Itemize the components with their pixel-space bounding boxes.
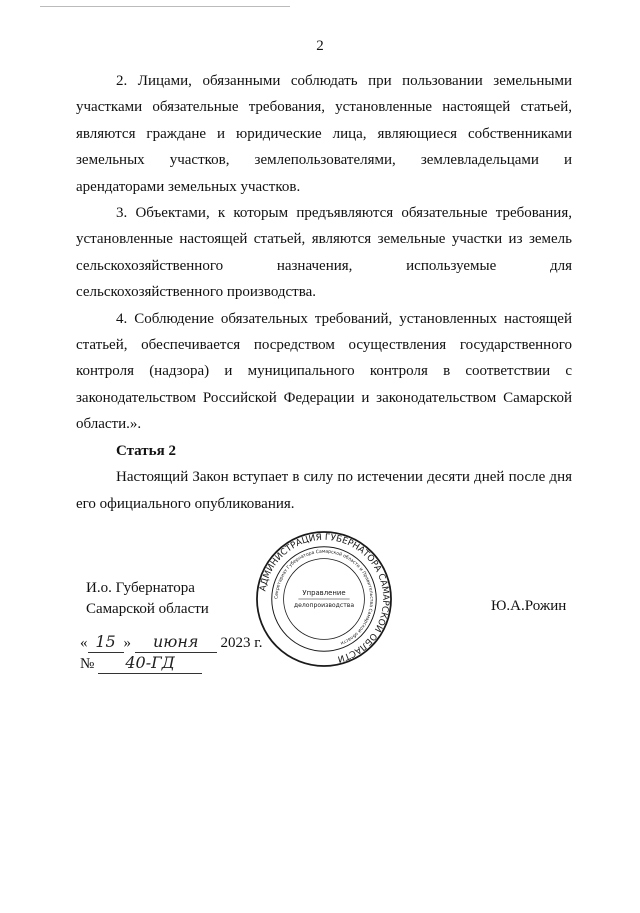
law-number: 40-ГД [98, 653, 202, 674]
article-text: Настоящий Закон вступает в силу по истечении десяти дней после дня его официального опубликования. [76, 469, 572, 512]
number-row [80, 653, 262, 674]
date-row [80, 632, 262, 653]
paragraph-4: 4. Соблюдение обязательных требований, установленных настоящей статьей, обеспечивается посредством осуществления государственного контроля (надзора) и муниципального контроля в соответствии с законодательством Российской Федерации и законодательством Самарской области.». [76, 310, 572, 433]
signatory-position-line2: Самарской области [86, 601, 209, 617]
date-month: июня [135, 632, 217, 653]
official-stamp [255, 530, 393, 668]
date-block [80, 632, 262, 674]
date-close-quote: » [123, 635, 131, 651]
paragraph-2: 2. Лицами, обязанными соблюдать при пользовании земельными участками обязательные требования, установленные настоящей статьей, являются граждане и юридические лица, являющиеся собственниками земельных участков, землепользователями, землевладельцами и арендаторами земельных участков. [76, 73, 572, 195]
article-heading: Статья 2 [116, 442, 176, 459]
number-prefix: № [80, 656, 95, 672]
date-open-quote: « [80, 635, 88, 651]
stamp-outer-text: АДМИНИСТРАЦИЯ ГУБЕРНАТОРА САМАРСКОЙ ОБЛАСТИ [258, 532, 391, 664]
paragraph-3: 3. Объектами, к которым предъявляются обязательные требования, установленные настоящей статьей, являются земельные участки из земель сельскохозяйственного назначения, используемые для сельскохозяйственного производства. [76, 205, 572, 301]
signatory-position [86, 578, 209, 620]
signatory-position-line1: И.о. Губернатора [86, 580, 195, 596]
date-year: 2023 г. [220, 635, 263, 651]
date-day: 15 [88, 632, 124, 653]
stamp-center-line2: делопроизводства [293, 601, 355, 609]
document-body [76, 68, 572, 517]
stamp-inner-text: Секретариат Губернатора Самарской области и Правительства Самарской области [274, 549, 374, 646]
stamp-center-line1: Управление [302, 589, 346, 598]
scan-artifact-line [40, 6, 290, 7]
page-number: 2 [316, 38, 324, 54]
signatory-name: Ю.А.Рожин [491, 598, 567, 614]
